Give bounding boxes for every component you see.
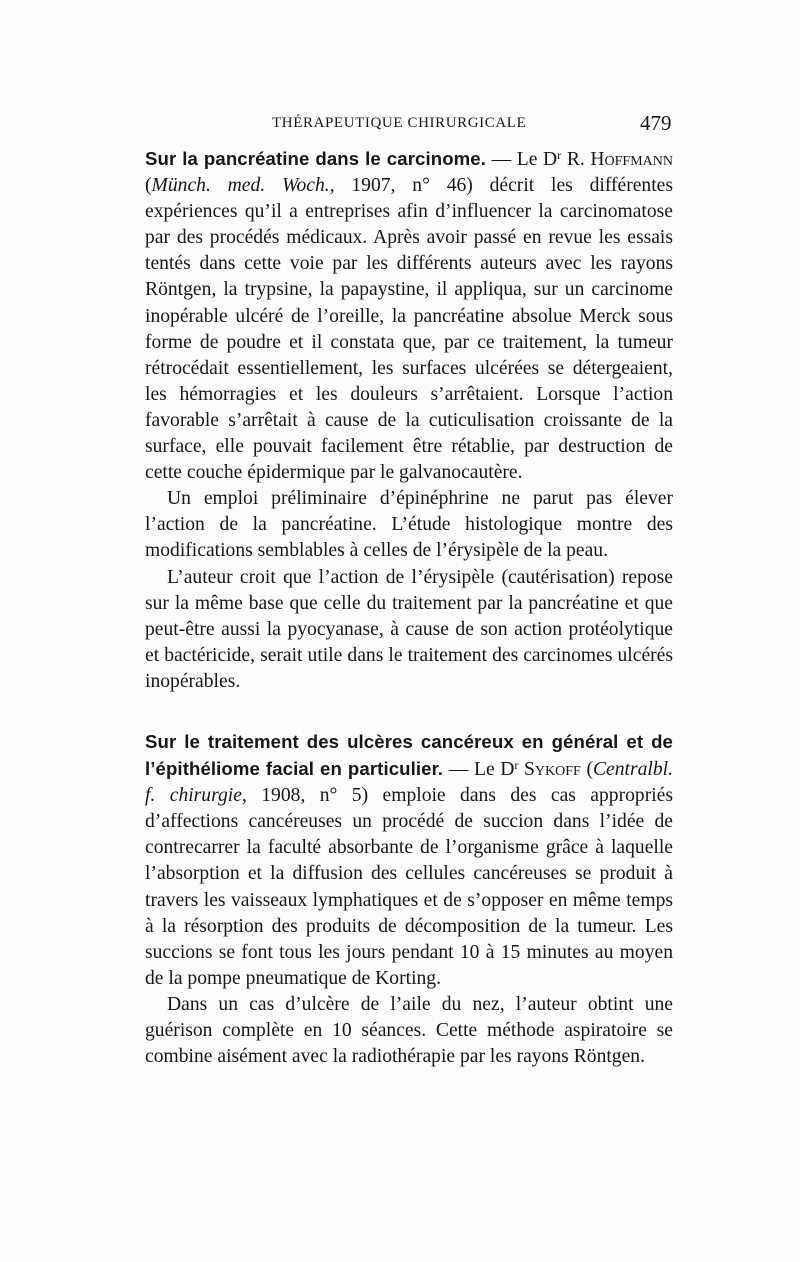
article-2-author: Sykoff [518,759,581,781]
article-2-title: Sur le traitement des ulcères cancéreux en général et de l’épithéliome facial en particulier. [145,730,673,780]
article-2-body: , 1908, n° 5) emploie dans des cas appropriés d’affections cancéreuses un procédé de succion dans l’idée de contrecarrer la faculté absorbante de l’organisme grâce à laquelle l’absorption et la diffusion des cellules cancéreuses se produit à travers les vaisseaux lymphatiques et de s’opposer en même temps à la résorption des produits de décomposition de la tumeur. Les succions se font tous les jours pendant 10 à 15 minutes au moyen de la pompe pneumatique de Korting. [145,785,674,989]
article-1-source: Münch. med. Woch. [151,175,330,197]
running-title: THÉRAPEUTIQUE CHIRURGICALE [272,115,527,131]
article-1-paragraph-1 [145,146,673,486]
article-2-paragraph-1 [145,729,673,992]
article-1-paragraph-3: L’auteur croit que l’action de l’érysipèle (cautérisation) repose sur la même base que celle du traitement par la pancréatine et que peut-être aussi la pyocyanase, à cause de son action protéolytique et bactéricide, serait utile dans le traitement des carcinomes ulcérés inopérables. [145,566,673,692]
article-1-dr-superscript: r [557,148,562,162]
article-1-open-paren: ( [145,175,152,197]
article-1-paragraph-2: Un emploi préliminaire d’épinéphrine ne parut pas élever l’action de la pancréatine. L’étude histologique montre des modifications semblables à celles de l’érysipèle de la peau. [145,488,673,562]
article-2-dash: — Le D [443,759,515,781]
article-1-title: Sur la pancréatine dans le carcinome. [145,148,486,169]
page-number: 479 [640,111,672,135]
article-2-open-paren: ( [580,759,593,781]
article-2-paragraph-2: Dans un cas d’ulcère de l’aile du nez, l’auteur obtint une guérison complète en 10 séances. Cette méthode aspiratoire se combine aisément avec la radiothérapie par les rayons Röntgen. [145,993,673,1068]
article-2-source: Centralbl. f. chirurgie [145,759,673,807]
article-1-dash: — Le D [486,149,558,170]
text-column [145,146,673,1070]
article-separator [145,695,673,729]
running-head [0,111,800,141]
article-2-dr-superscript: r [514,758,519,773]
article-1-body: , 1907, n° 46) décrit les différentes expériences qu’il a entreprises afin d’influencer la carcinomatose par des procédés médicaux. Après avoir passé en revue les essais tentés dans cette voie par les différents auteurs avec les rayons Röntgen, la trypsine, la papaystine, il appliqua, sur un carcinome inopérable ulcéré de l’oreille, la pancréatine absolue Merck sous forme de poudre et il constata que, par ce traitement, la tumeur rétrocédait essentiellement, les surfaces ulcérées se détergeaient, les hémorragies et les douleurs s’arrêtaient. Lorsque l’action favorable s’arrêtait à cause de la cuticulisation croissante de la surface, elle pouvait facilement être rétablie, par destruction de cette couche épidermique par le galvanocautère. [145,175,673,484]
article-1-author: R. Hoffmann [561,149,673,170]
